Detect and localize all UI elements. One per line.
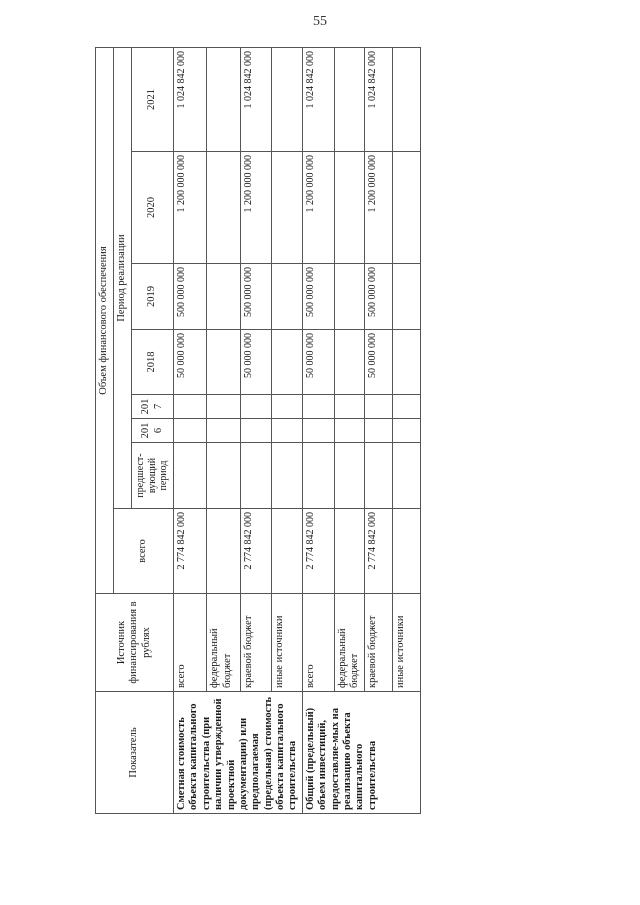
header-year-2021: 2021 (132, 48, 174, 152)
source-cell: федеральный бюджет (334, 594, 364, 692)
y2018-cell (207, 330, 240, 395)
y2017-cell (392, 395, 420, 419)
y2020-cell (207, 152, 240, 264)
y2021-cell (392, 48, 420, 152)
header-volume: Объем финансового обеспечения (96, 48, 114, 594)
rotated-table-wrapper (95, 48, 416, 814)
header-year-2016: 2016 (132, 419, 174, 443)
header-indicator: Показатель (96, 692, 174, 814)
y2016-cell (302, 419, 334, 443)
source-cell: иные источники (392, 594, 420, 692)
total-cell: 2 774 842 000 (302, 509, 334, 594)
y2019-cell: 500 000 000 (174, 264, 207, 330)
y2017-cell (240, 395, 271, 419)
financing-table (95, 47, 421, 814)
total-cell (271, 509, 302, 594)
header-preceding: предшест-вующий период (132, 443, 174, 509)
page-number: 55 (313, 14, 327, 29)
header-year-2020: 2020 (132, 152, 174, 264)
y2020-cell: 1 200 000 000 (302, 152, 334, 264)
preceding-cell (364, 443, 392, 509)
total-cell (392, 509, 420, 594)
preceding-cell (174, 443, 207, 509)
table-row (174, 48, 207, 814)
y2021-cell (334, 48, 364, 152)
preceding-cell (334, 443, 364, 509)
y2021-cell: 1 024 842 000 (302, 48, 334, 152)
y2021-cell (271, 48, 302, 152)
source-cell: иные источники (271, 594, 302, 692)
y2018-cell (334, 330, 364, 395)
preceding-cell (271, 443, 302, 509)
preceding-cell (240, 443, 271, 509)
y2016-cell (392, 419, 420, 443)
y2020-cell (392, 152, 420, 264)
y2020-cell: 1 200 000 000 (174, 152, 207, 264)
y2017-cell (174, 395, 207, 419)
y2017-cell (334, 395, 364, 419)
y2016-cell (207, 419, 240, 443)
y2019-cell (271, 264, 302, 330)
indicator-cell: Сметная стоимость объекта капитального строительства (при наличии утвержденной проектной документации) или предполагаемая (предельная) стоимость объекта капитального строительства (174, 692, 303, 814)
preceding-cell (207, 443, 240, 509)
y2019-cell: 500 000 000 (240, 264, 271, 330)
y2019-cell: 500 000 000 (364, 264, 392, 330)
table-row (302, 48, 334, 814)
preceding-cell (302, 443, 334, 509)
source-cell: федеральный бюджет (207, 594, 240, 692)
y2016-cell (174, 419, 207, 443)
source-cell: всего (302, 594, 334, 692)
y2016-cell (364, 419, 392, 443)
y2017-cell (271, 395, 302, 419)
y2019-cell: 500 000 000 (302, 264, 334, 330)
y2016-cell (334, 419, 364, 443)
y2018-cell: 50 000 000 (364, 330, 392, 395)
indicator-cell: Общий (предельный) объем инвестиций, предоставляе-мых на реализацию объекта капитального строительства (302, 692, 420, 814)
y2019-cell (334, 264, 364, 330)
total-cell (334, 509, 364, 594)
y2021-cell: 1 024 842 000 (364, 48, 392, 152)
header-period: Период реализации (114, 48, 132, 509)
preceding-cell (392, 443, 420, 509)
y2020-cell (271, 152, 302, 264)
y2017-cell (364, 395, 392, 419)
header-year-2018: 2018 (132, 330, 174, 395)
total-cell (207, 509, 240, 594)
y2021-cell: 1 024 842 000 (240, 48, 271, 152)
header-source: Источник финансирования в рублях (96, 594, 174, 692)
y2021-cell: 1 024 842 000 (174, 48, 207, 152)
source-cell: краевой бюджет (364, 594, 392, 692)
y2019-cell (392, 264, 420, 330)
header-year-2019: 2019 (132, 264, 174, 330)
source-cell: всего (174, 594, 207, 692)
y2018-cell (392, 330, 420, 395)
rotated-table-area (95, 48, 416, 814)
header-total: всего (114, 509, 174, 594)
total-cell: 2 774 842 000 (364, 509, 392, 594)
y2020-cell (334, 152, 364, 264)
y2020-cell: 1 200 000 000 (364, 152, 392, 264)
y2021-cell (207, 48, 240, 152)
y2020-cell: 1 200 000 000 (240, 152, 271, 264)
y2019-cell (207, 264, 240, 330)
y2017-cell (207, 395, 240, 419)
y2018-cell (271, 330, 302, 395)
y2016-cell (271, 419, 302, 443)
header-year-2017: 2017 (132, 395, 174, 419)
y2018-cell: 50 000 000 (174, 330, 207, 395)
total-cell: 2 774 842 000 (174, 509, 207, 594)
y2017-cell (302, 395, 334, 419)
y2018-cell: 50 000 000 (302, 330, 334, 395)
source-cell: краевой бюджет (240, 594, 271, 692)
y2018-cell: 50 000 000 (240, 330, 271, 395)
total-cell: 2 774 842 000 (240, 509, 271, 594)
y2016-cell (240, 419, 271, 443)
